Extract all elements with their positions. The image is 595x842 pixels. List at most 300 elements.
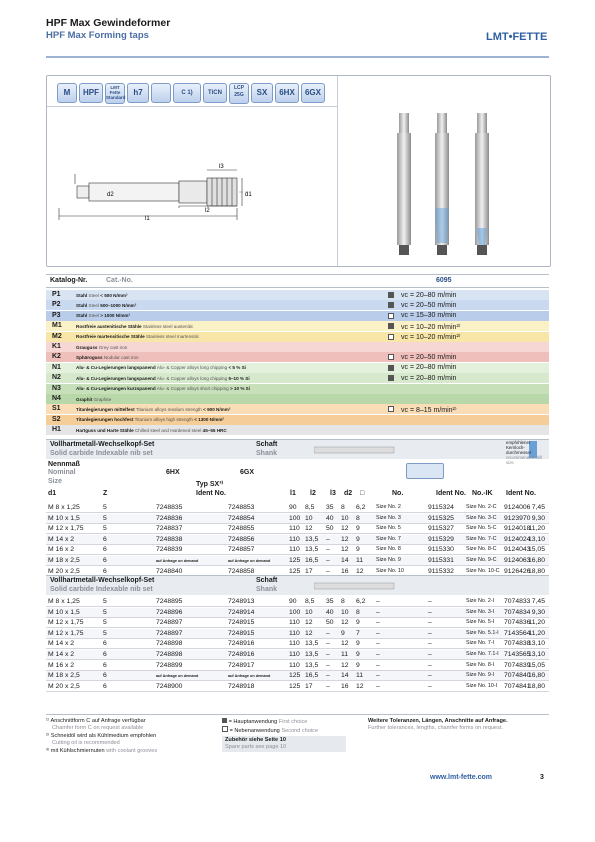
material-en: Steel [88,302,99,308]
table-cell: Size No. 7.1-I [466,651,499,657]
table-cell: – [376,619,380,627]
table-cell: – [326,546,330,554]
table-cell: 10 [341,608,349,616]
material-code: S2 [52,415,61,423]
material-desc [76,397,111,402]
table-row [46,514,549,524]
footnote3-en: with coolant grooves [106,748,158,754]
dim-l2: l2 [205,208,210,214]
table-cell: Size No. 2-I [466,598,495,604]
table-cell: M 12 x 1,75 [48,629,84,637]
main-choice-icon [388,292,394,298]
table-cell: 5 [103,619,107,627]
table-cell: 7248836 [156,514,183,522]
table-cell: 9115329 [428,535,454,543]
page-subtitle: HPF Max Forming taps [46,30,149,41]
table-cell: 11 [356,557,364,564]
table-cell: 8 [356,608,360,616]
table-cell: 11,20 [528,619,545,627]
footnote1: ¹⁾ Anschnittform C auf Anfrage verfügbar [46,718,146,724]
table-row [46,597,549,607]
table-cell: M 8 x 1,25 [48,504,80,511]
table-cell: 35 [326,598,334,605]
shank2-title: Schaft [256,577,278,584]
table-cell: – [376,640,380,648]
material-de: Titanlegierungen hochfest [76,417,134,423]
table-cell: Size No. 8 [376,546,401,553]
logo-text: LMT•FETTE [486,31,548,43]
section2-title: Vollhartmetall-Wechselkopf-Set [50,577,155,584]
table-cell: 5 [103,598,107,605]
table-cell: – [326,661,330,669]
material-extra: 500–1000 N/mm² [100,302,137,308]
table-cell: – [326,640,330,648]
empty-square-icon [222,726,228,732]
table-cell: 10 [305,514,313,522]
chip-ticn: TiCN [203,83,227,103]
table-cell: 40 [326,608,334,616]
table-cell: M 18 x 2,5 [48,557,80,564]
table-cell: M 12 x 1,75 [48,619,84,627]
dim-l1: l1 [145,216,150,222]
legend-sec-en: Second choice [281,728,319,734]
material-extra: < 500 N/mm² [100,292,128,298]
table-cell: 12 [356,567,364,575]
table-cell: 12 [341,640,349,648]
material-code: P2 [52,301,61,309]
table-cell: 9,30 [531,514,545,522]
tool-photos [339,108,547,264]
table-cell: 6 [103,651,107,658]
table-cell: 6 [103,640,107,648]
more-en: Further tolerances, lengths, chamfer forms on request. [368,725,503,731]
table-cell: 110 [289,629,300,637]
table-cell: 7074836 [504,619,531,627]
material-extra: 5–10 % Si [228,375,250,381]
table-cell: auf Anfrage on demand [156,558,199,563]
material-code: K2 [52,353,61,361]
table-cell: 9115325 [428,514,454,522]
material-code: P1 [52,291,61,298]
cutting-speed: vc = 15–30 m/min [401,312,457,320]
material-row [46,415,549,425]
table-cell: 7248837 [156,525,183,533]
table-cell: 7248856 [228,535,255,543]
col-ident3: Ident No. [506,490,536,497]
table-cell: Size No. 7 [376,535,401,542]
table-cell: 7248855 [228,525,255,533]
spare-parts-box [222,736,346,752]
table-cell: 6 [103,557,107,564]
footnote1-en: Chamfer form C on request available [52,725,144,731]
coolant-icon [406,463,444,479]
table-row [46,535,549,545]
material-en: Alu- & Copper alloys long chipping [156,365,228,371]
cutting-speed: vc = 20–80 m/min [401,374,457,382]
table-cell: 12 [356,682,364,690]
table-cell: 5 [103,514,107,522]
cutting-speed: vc = 8–15 m/min²⁾ [401,406,457,414]
material-de: Stahl [76,292,88,298]
table-cell: 8 [341,598,345,605]
material-row [46,384,549,394]
table-cell: 7248913 [228,598,255,605]
section1-title-en: Solid carbide Indexable nib set [50,450,153,457]
cutting-speed: vc = 20–80 m/min [401,364,457,372]
table-cell: – [326,672,330,680]
table-cell: Size No. 9-C [466,557,497,563]
table-row [46,618,549,628]
table-cell: M 14 x 2 [48,640,75,648]
table-row [46,671,549,681]
table-cell: 50 [326,619,334,627]
table-cell: 13,10 [527,651,545,658]
table-cell: – [428,598,432,605]
table-cell: – [428,640,432,648]
table-cell: – [376,672,380,680]
table-cell: 5 [103,629,107,637]
col-typ: Typ SX³⁾ [196,481,224,488]
table-cell: – [326,651,330,658]
table-cell: 7248840 [156,567,183,575]
table-cell: 9115332 [428,567,454,575]
material-code: P3 [52,311,61,319]
material-code: S1 [52,405,61,413]
shank1-title: Schaft [256,441,278,448]
box-divider [47,106,337,107]
chip-shank [151,83,171,103]
material-en: Titanium alloys medium strength [135,406,202,412]
table-cell: 18,80 [527,567,545,575]
material-row [46,311,549,321]
table-cell: – [376,608,380,616]
table-cell: 14 [341,672,349,680]
table-cell: 9115324 [428,504,454,511]
table-cell: – [376,651,380,658]
table-cell: 5 [103,525,107,533]
col-drill-de: empfohlener Kernloch-durchmesser [506,440,532,455]
table-cell: 13,5 [305,546,319,554]
table-cell: 9115327 [428,525,454,533]
material-en: Alu- & Copper alloys short chipping [156,386,229,392]
table-cell: 7248896 [156,608,183,616]
material-en: Stainless steel austenitic [142,323,194,329]
table-cell: 7248858 [228,567,255,575]
table-cell: Size No. 3 [376,514,401,521]
table-cell: 125 [289,682,301,690]
table-cell: M 20 x 2,5 [48,567,80,575]
material-code: M2 [52,332,62,340]
shank2-title-en: Shank [256,586,278,593]
table-cell: 6 [103,682,107,690]
cutting-speed: vc = 20–50 m/min [401,301,457,309]
second-choice-icon [388,406,394,412]
col-l1: l1 [290,490,296,497]
chip-chamfer: C 1) [173,83,201,103]
table-cell: – [326,535,330,543]
material-desc [76,428,227,433]
table-cell: 7248916 [228,651,255,658]
table-cell: 13,10 [527,535,545,543]
table-cell: 7248895 [156,598,183,605]
table-cell: 15,05 [527,661,545,669]
col-6hx: 6HX [166,469,180,476]
material-desc [76,355,139,360]
material-desc [76,376,250,381]
table-cell: 9124063 [504,557,531,564]
table-cell: Size No. 2-C [466,504,497,510]
material-en: Alu- & Copper alloys long chipping [156,375,228,381]
table-cell: 90 [289,504,297,511]
table-cell: 8,5 [305,598,315,605]
table-cell: – [376,661,380,669]
table-cell: M 12 x 1,75 [48,525,84,533]
table-row [46,639,549,649]
material-desc [76,293,127,298]
table-cell: auf Anfrage on demand [228,673,271,678]
second-choice-icon [388,313,394,319]
lmt-fette-logo [486,27,548,47]
catalog-header [46,274,549,288]
table-cell: – [428,682,432,690]
table-cell: 16,80 [527,557,545,564]
table-cell: 10 [341,514,349,522]
table-cell: M 8 x 1,25 [48,598,80,605]
material-extra: > 1000 N/mm² [100,313,131,319]
table-cell: 7143564 [504,629,531,637]
material-de: Rostfreie austenitische Stähle [76,323,142,329]
table-cell: – [428,629,432,637]
table-cell: 11 [341,651,349,658]
table-cell: 7248917 [228,661,255,669]
table-cell: 7074841 [504,682,531,690]
table-cell: 11,20 [528,525,545,533]
table-cell: 110 [289,535,300,543]
cutting-speed: vc = 20–80 m/min [401,291,457,299]
table-cell: M 14 x 2 [48,651,75,658]
footnote2: ²⁾ Schneidöl wird als Kühlmedium empfohlen [46,733,157,739]
table-cell: 50 [326,525,334,533]
table-cell: M 16 x 2 [48,546,75,554]
material-row [46,404,549,414]
table-cell: 7248915 [228,629,255,637]
table-row [46,629,549,639]
cutting-speed: vc = 20–50 m/min [401,353,457,361]
col-ident2: Ident No. [436,490,466,497]
table-cell: 7248835 [156,504,183,511]
material-row [46,321,549,331]
table-cell: Size No. 5-C [466,525,497,532]
table-cell: 6 [103,661,107,669]
material-row [46,363,549,373]
material-code: N4 [52,395,61,402]
table-cell: Size No. 5 [376,525,401,532]
table-cell: 13,5 [305,651,319,658]
chip-sx: SX [251,83,273,103]
legend-main [222,718,307,725]
table-cell: 7248897 [156,619,183,627]
table-cell: 9 [356,661,360,669]
material-desc [76,407,230,412]
table-cell: 125 [289,567,301,575]
chip-6gx: 6GX [301,83,325,103]
table-cell: 17 [305,682,313,690]
table-cell: Size No. 3-I [466,608,495,615]
section1-title: Vollhartmetall-Wechselkopf-Set [50,441,155,448]
material-row [46,300,549,310]
section2-title-en: Solid carbide Indexable nib set [50,586,153,593]
table-row [46,524,549,534]
material-row [46,332,549,342]
table-row [46,556,549,566]
col-square: □ [360,490,365,497]
material-extra: < 5 % Si [228,365,246,371]
table-cell: Size No. 10-I [466,682,498,689]
col-drill [506,440,550,465]
table-cell: 9124024 [504,535,531,543]
table-row [46,682,549,692]
table-cell: 110 [289,619,300,627]
table-cell: 11 [356,672,364,680]
footer-url[interactable]: www.lmt-fette.com [430,774,492,781]
table-cell: 18,80 [527,682,545,690]
shank1-title-en: Shank [256,450,278,457]
table-cell: 35 [326,504,334,511]
table-cell: 12 [341,546,349,554]
table-cell: 11,20 [528,629,545,637]
material-extra: 45–55 HRC [202,427,227,433]
tool-dimension-drawing [47,108,337,264]
table-cell: 7248853 [228,504,255,511]
table-cell: 9 [356,651,360,658]
table-cell: 6 [103,535,107,543]
table-cell: 110 [289,661,300,669]
material-en: Stainless steel martensitic [145,334,200,340]
chip-standard: LMT Fette Standard [105,83,125,104]
col-l3: l3 [330,490,336,497]
material-en: Titanium alloys high strength [134,417,193,423]
table-cell: 7248918 [228,682,255,690]
material-row [46,290,549,300]
chip-hpf: HPF [79,83,103,103]
table-cell: 9 [356,619,360,627]
table-cell: – [428,608,432,616]
table-cell: M 20 x 2,5 [48,682,80,690]
material-de: Rostfreie martensitische Stähle [76,334,145,340]
material-de: Sphäroguss [76,354,103,360]
chip-m: M [57,83,77,103]
table-cell: 12 [305,619,313,627]
table-cell: 7074839 [504,661,531,669]
table-cell: 12 [341,525,349,533]
table-cell: – [326,567,330,575]
material-en: Nodular cast iron [103,354,139,360]
table-cell: 40 [326,514,334,522]
section1-header [46,439,549,459]
material-code: N2 [52,374,61,382]
table-cell: 7248897 [156,629,183,637]
table-cell: 12 [305,629,313,637]
table-row [46,608,549,618]
table-cell: 110 [289,546,300,554]
table-cell: Size No. 5-I [466,619,495,626]
catalog-label: Katalog-Nr. [50,277,88,284]
table-cell: 9 [356,535,360,543]
col-nennmass: Nennmaß [48,461,80,468]
table-cell: 9124043 [504,546,531,554]
table-cell: M 10 x 1,5 [48,514,80,522]
footnote3 [46,748,157,754]
table-cell: 125 [289,672,301,680]
col-d2: d2 [344,490,353,497]
page-title: HPF Max Gewindeformer [46,17,171,29]
col-no: No. [392,490,404,497]
material-code: M1 [52,322,62,330]
table-cell: 7074838 [504,640,531,648]
material-de: Alu- & Cu-Legierungen kurzspanend [76,386,156,392]
table-cell: – [428,672,432,680]
material-code: N1 [52,363,61,371]
col-drill-en: recommended drill size [506,455,543,465]
table-cell: 7248900 [156,682,183,690]
table-cell: 7248898 [156,640,183,648]
table-cell: 110 [289,640,300,648]
col-z: Z [103,490,108,497]
material-de: Titanlegierungen mittelfest [76,406,135,412]
table-row [46,650,549,660]
table-cell: Size No. 2 [376,504,401,510]
table-cell: 9 [341,629,345,637]
table-cell: 9 [356,546,360,554]
table-row [46,545,549,555]
footnote3-de: ³⁾ mit Kühlschmiernuten [46,748,105,754]
material-row [46,352,549,362]
table-cell: 9 [356,640,360,648]
main-choice-icon [388,323,394,329]
table-cell: – [326,682,330,690]
table-cell: 16,5 [305,672,319,680]
table-cell: 9115331 [428,557,454,564]
table-cell: 5 [103,608,107,616]
table-cell: 13,5 [305,640,319,648]
material-desc [76,345,127,350]
table-cell: Size No. 3-C [466,514,497,521]
table-cell: 7143565 [504,651,531,658]
more-de: Weitere Toleranzen, Längen, Anschnitte auf Anfrage. [368,718,508,724]
footnote2-en: Cutting oil is recommended [52,740,120,746]
material-row [46,425,549,435]
material-extra: > 10 % Si [229,386,251,392]
material-code: N3 [52,384,61,392]
table-cell: 13,10 [527,640,545,648]
col-ident: Ident No. [196,490,226,497]
material-desc [76,324,193,329]
material-en: Steel [88,292,99,298]
table-cell: 12 [341,661,349,669]
table-cell: 9126426 [504,567,531,575]
table-cell: – [428,651,432,658]
table-cell: 16 [341,682,349,690]
dim-d1: d1 [245,192,252,198]
table-cell: 8 [356,514,360,522]
table-cell: 6,2 [356,598,366,605]
material-code: H1 [52,426,61,434]
table-cell: 9124006 [504,504,531,511]
table-cell: 100 [289,514,301,522]
material-en: Graphite [93,396,112,402]
material-en: Steel [88,313,99,319]
table-cell: 7248839 [156,546,183,554]
